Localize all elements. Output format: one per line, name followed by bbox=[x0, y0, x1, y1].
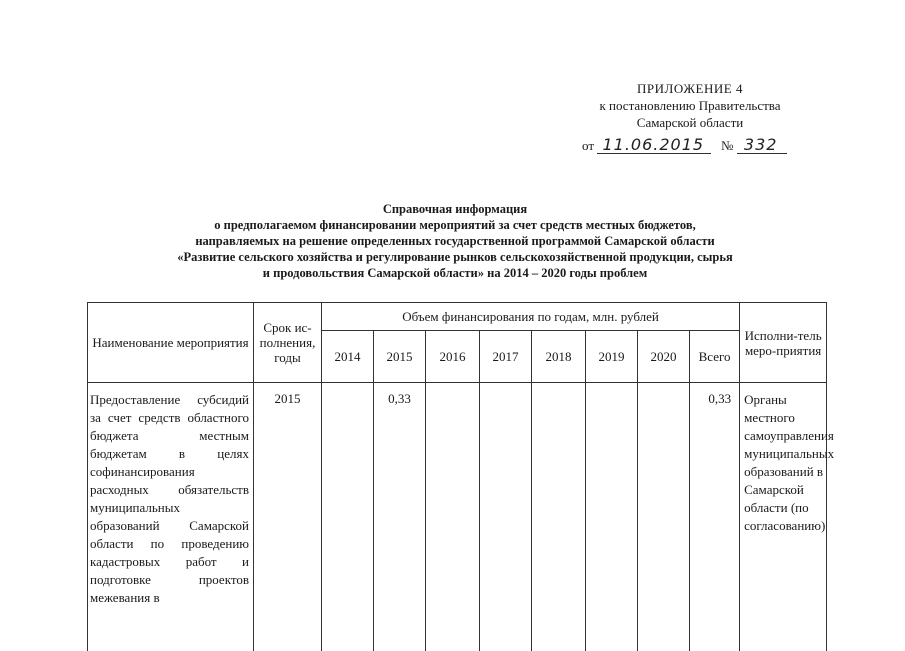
appendix-line-1: к постановлению Правительства bbox=[560, 97, 820, 114]
handwritten-date: 11.06.2015 bbox=[597, 137, 711, 154]
header-year-2015: 2015 bbox=[374, 331, 426, 383]
heading-line-4: «Развитие сельского хозяйства и регулирование рынков сельскохозяйственной продукции, сырья bbox=[95, 249, 815, 265]
heading-line-1: Справочная информация bbox=[95, 201, 815, 217]
header-year-2017: 2017 bbox=[480, 331, 532, 383]
header-year-2016: 2016 bbox=[426, 331, 480, 383]
cell-2018 bbox=[532, 383, 586, 651]
document-heading bbox=[95, 201, 815, 281]
header-year-2019: 2019 bbox=[586, 331, 638, 383]
appendix-title: ПРИЛОЖЕНИЕ 4 bbox=[560, 80, 820, 97]
header-funding: Объем финансирования по годам, млн. рублей bbox=[322, 303, 740, 331]
cell-executor: Органы местного самоуправления муниципальных образований в Самарской области (по согласованию) bbox=[740, 383, 827, 651]
heading-line-2: о предполагаемом финансировании мероприятий за счет средств местных бюджетов, bbox=[95, 217, 815, 233]
header-year-2018: 2018 bbox=[532, 331, 586, 383]
appendix-date-row bbox=[560, 137, 820, 154]
number-prefix: № bbox=[721, 138, 733, 153]
cell-measure: Предоставление субсидий за счет средств областного бюджета местным бюджетам в целях софинансирования расходных обязательств муниципальных образований Самарской области по проведению кадастровых работ и подготовке проектов межевания в bbox=[88, 383, 254, 651]
cell-term: 2015 bbox=[254, 383, 322, 651]
heading-line-3: направляемых на решение определенных государственной программой Самарской области bbox=[95, 233, 815, 249]
table-row bbox=[88, 383, 827, 651]
cell-2016 bbox=[426, 383, 480, 651]
cell-2014 bbox=[322, 383, 374, 651]
date-prefix: от bbox=[582, 138, 594, 153]
header-executor: Исполни-тель меро-приятия bbox=[740, 303, 827, 383]
heading-line-5: и продовольствия Самарской области» на 2014 – 2020 годы проблем bbox=[95, 265, 815, 281]
cell-2020 bbox=[638, 383, 690, 651]
cell-2015: 0,33 bbox=[374, 383, 426, 651]
cell-2017 bbox=[480, 383, 532, 651]
appendix-block bbox=[560, 80, 820, 154]
financing-table bbox=[87, 302, 827, 651]
cell-2019 bbox=[586, 383, 638, 651]
header-measure: Наименование мероприятия bbox=[88, 303, 254, 383]
cell-total: 0,33 bbox=[690, 383, 740, 651]
header-year-2020: 2020 bbox=[638, 331, 690, 383]
handwritten-number: 332 bbox=[737, 137, 787, 154]
appendix-line-2: Самарской области bbox=[560, 114, 820, 131]
header-term: Срок ис-полнения, годы bbox=[254, 303, 322, 383]
header-total: Всего bbox=[690, 331, 740, 383]
header-year-2014: 2014 bbox=[322, 331, 374, 383]
